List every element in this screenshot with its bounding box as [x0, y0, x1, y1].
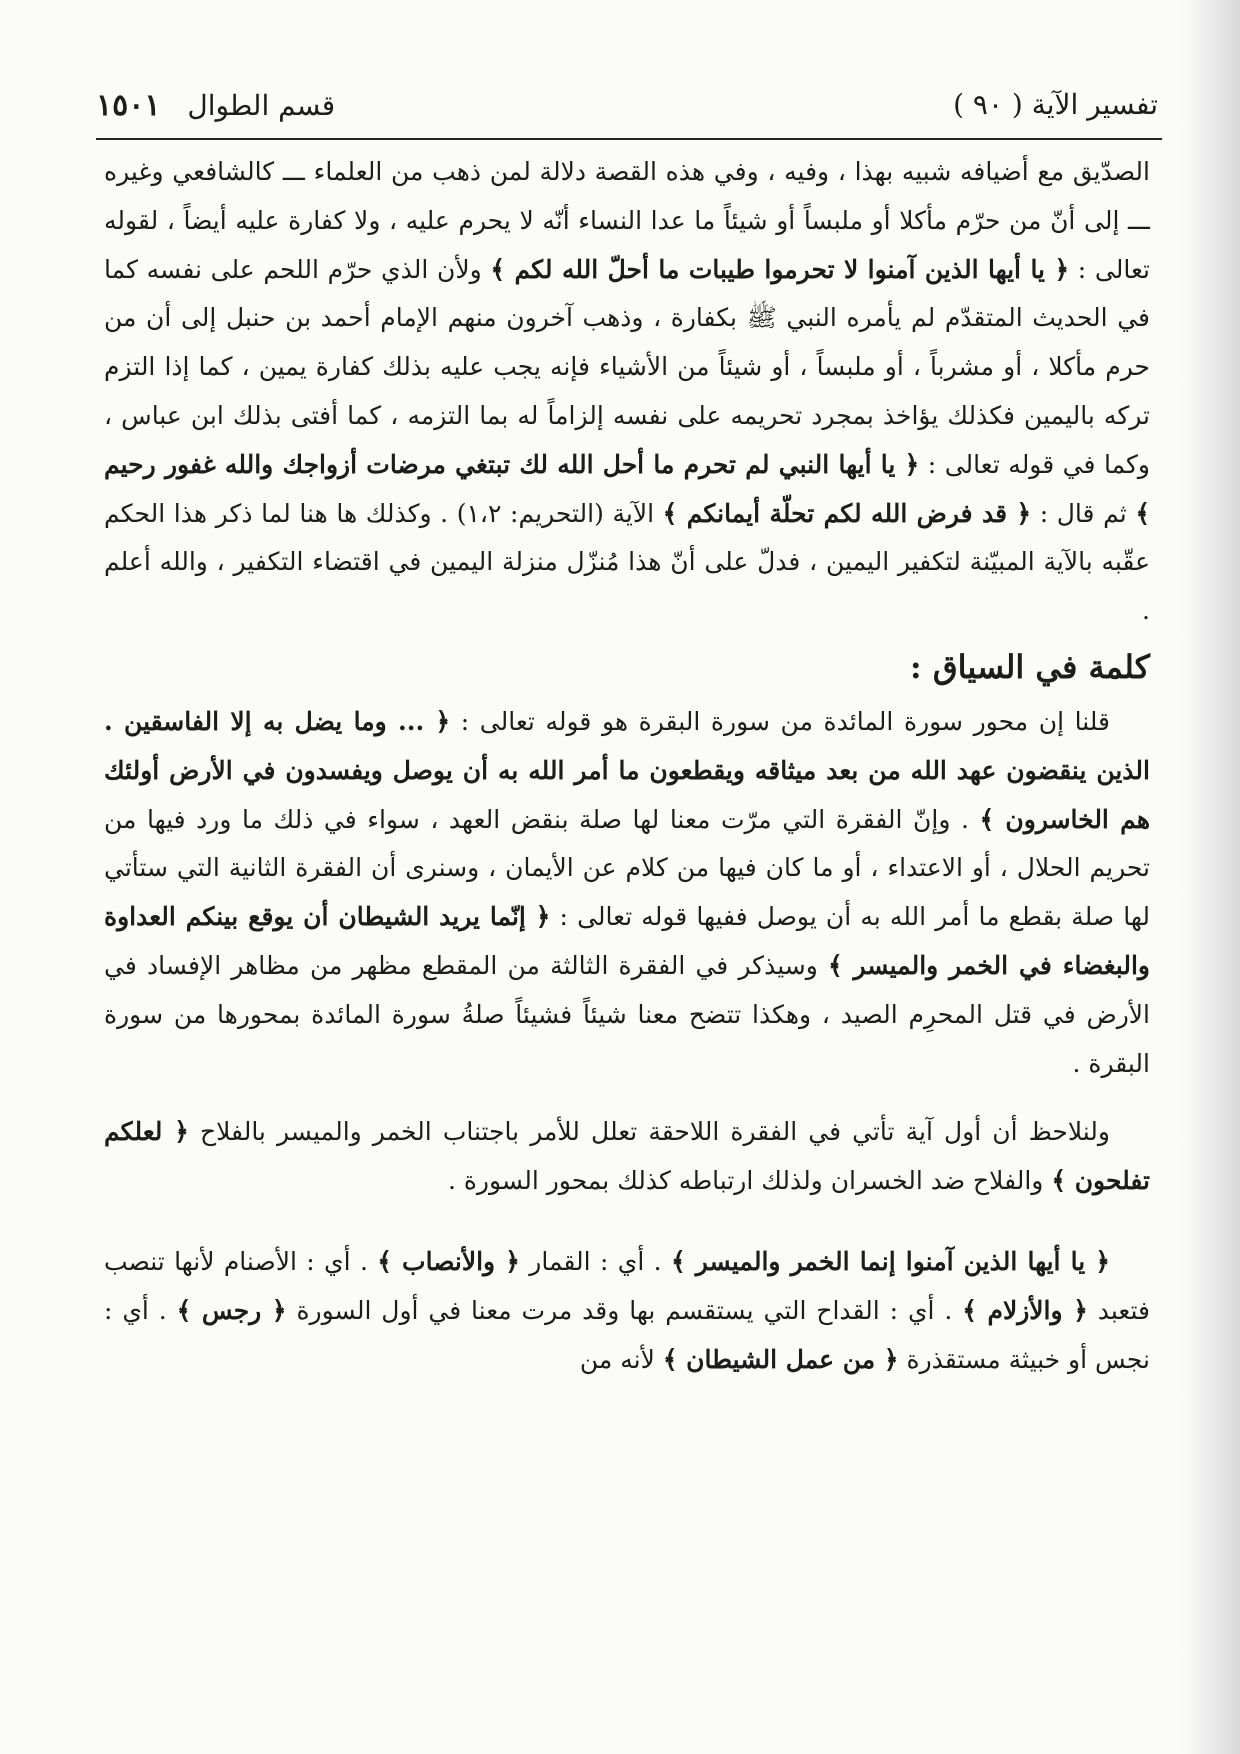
paragraph-4	[104, 1238, 1150, 1384]
text-run: ولنلاحظ أن أول آية تأتي في الفقرة اللاحقة تعلل للأمر باجتناب الخمر والميسر بالفلاح	[188, 1117, 1110, 1147]
text-run: . أي : الأصنام لأنها تنصب فتعبد	[104, 1246, 1150, 1325]
paragraph-2	[104, 698, 1150, 1088]
running-header	[96, 80, 1158, 132]
text-run: ولأن الذي حرّم اللحم على نفسه كما في الحديث المتقدّم لم يأمره النبي ﷺ بكفارة ، وذهب آخرون منهم الإمام أحمد بن حنبل إلى أن من حرم مأكلا ، أو مشرباً ، أو ملبساً ، أو شيئاً من الأشياء فإنه يجب عليه بذلك كفارة يمين ، كما إذا التزم تركه باليمين فكذلك يؤاخذ بمجرد تحريمه على نفسه إلزاماً له بما التزمه ، كما أفتى بذلك ابن عباس ، وكما في قوله تعالى :	[104, 254, 1151, 479]
text-run: . أي : نجس أو خبيثة مستقذرة	[104, 1295, 1150, 1374]
text-run: . وإنّ الفقرة التي مرّت معنا لها صلة بنقض العهد ، سواء في ذلك ما ورد فيها من تحريم الحلال ، أو الاعتداء ، أو ما كان فيها من كلام عن الأيمان ، وسنرى أن الفقرة الثانية التي ستأتي لها صلة بقطع ما أمر الله به أن يوصل ففيها قوله تعالى :	[104, 804, 1151, 932]
quran-quote: ﴿ والأنصاب ﴾	[377, 1246, 520, 1276]
quran-quote: ﴿ إنّما يريد الشيطان أن يوقع بينكم العداوة والبغضاء في الخمر والميسر ﴾	[104, 902, 1150, 980]
page-number: ١٥٠١	[96, 88, 161, 123]
paragraph-1	[104, 148, 1150, 636]
header-verse-reference: تفسير الآية ( ٩٠ )	[953, 88, 1158, 121]
text-run: لأنه من	[579, 1344, 663, 1374]
quran-quote: ﴿ ... وما يضل به إلا الفاسقين . الذين ينقضون عهد الله من بعد ميثاقه ويقطعون ما أمر الله به أن يوصل ويفسدون في الأرض أولئك هم الخاسرون ﴾	[104, 706, 1150, 834]
binding-shadow	[1182, 0, 1240, 1754]
quran-quote: ﴿ لعلكم تفلحون ﴾	[104, 1117, 1150, 1196]
page-body	[104, 148, 1150, 1384]
text-run: ثم قال :	[1031, 498, 1136, 528]
section-heading: كلمة في السياق :	[909, 647, 1150, 686]
text-run: وسيذكر في الفقرة الثالثة من المقطع مظهر من مظاهر الإفساد في الأرض في قتل المحرِم الصيد ، وهكذا تتضح معنا شيئاً فشيئاً صلةُ سورة المائدة بمحورها من سورة البقرة .	[104, 950, 1150, 1078]
quran-quote: ﴿ رجس ﴾	[176, 1295, 287, 1325]
text-run: الصدّيق مع أضيافه شبيه بهذا ، وفيه ، وفي هذه القصة دلالة لمن ذهب من العلماء ـــ كالشافعي وغيره ـــ إلى أنّ من حرّم مأكلا أو ملبساً أو شيئاً ما عدا النساء أنّه لا يحرم عليه ، ولا كفارة عليه أيضاً ، لقوله تعالى :	[104, 157, 1150, 284]
quran-quote: ﴿ قد فرض الله لكم تحلّة أيمانكم ﴾	[662, 498, 1032, 528]
text-run: الآية (التحريم: ١،٢) . وكذلك ها هنا لما ذكر هذا الحكم عقّبه بالآية المبيّنة لتكفير اليمين ، فدلّ على أنّ هذا مُنزّل منزلة اليمين في اقتضاء التكفير ، والله أعلم .	[104, 498, 1150, 626]
text-run: والفلاح ضد الخسران ولذلك ارتباطه كذلك بمحور السورة .	[447, 1166, 1052, 1196]
quran-quote: ﴿ يا أيها الذين آمنوا لا تحرموا طيبات ما أحلّ الله لكم ﴾	[490, 254, 1070, 284]
header-section	[96, 88, 335, 123]
paragraph-3	[104, 1108, 1150, 1206]
quran-quote: ﴿ من عمل الشيطان ﴾	[662, 1344, 899, 1374]
text-run: . أي : القمار	[519, 1246, 671, 1276]
header-section-title: قسم الطوال	[187, 89, 336, 122]
header-rule	[96, 138, 1162, 140]
quran-quote: ﴿ يا أيها النبي لم تحرم ما أحل الله لك تبتغي مرضات أزواجك والله غفور رحيم ﴾	[104, 449, 1150, 528]
text-run: . أي : القداح التي يستقسم بها وقد مرت معنا في أول السورة	[286, 1295, 963, 1325]
quran-quote: ﴿ والأزلام ﴾	[962, 1295, 1088, 1325]
text-run: قلنا إن محور سورة المائدة من سورة البقرة هو قوله تعالى :	[450, 706, 1111, 736]
quran-quote: ﴿ يا أيها الذين آمنوا إنما الخمر والميسر ﴾	[670, 1246, 1110, 1276]
